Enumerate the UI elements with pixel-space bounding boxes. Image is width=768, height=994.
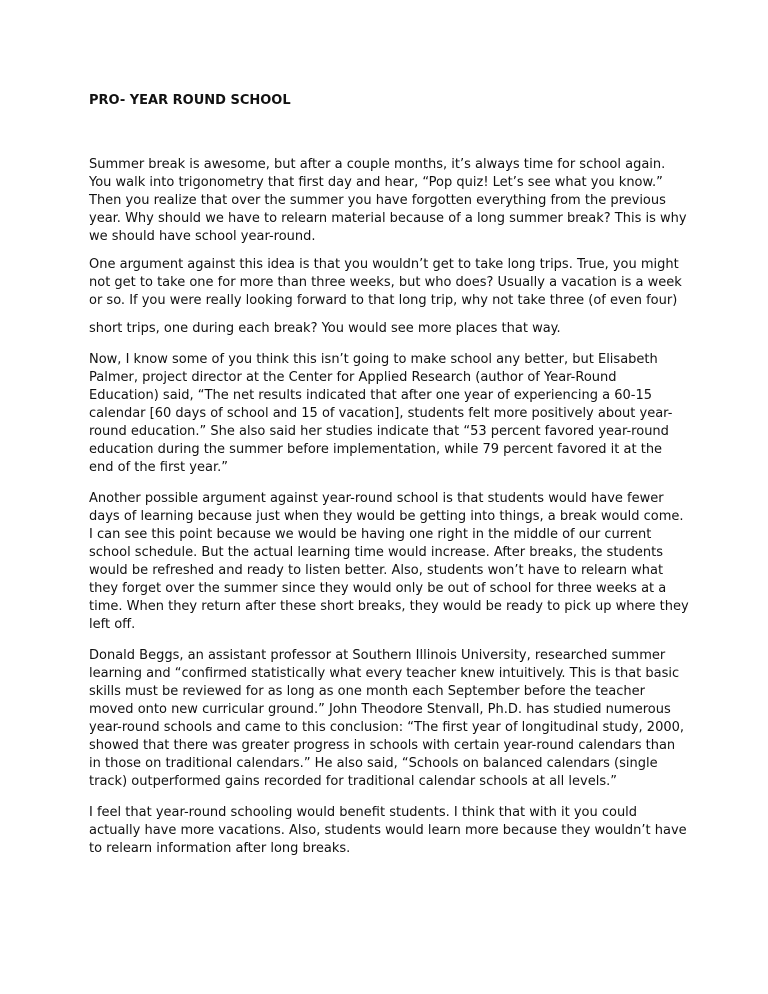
paragraph-learning-time: Another possible argument against year-round school is that students would have fewer days of learning because just when they would be getting into things, a break would come. I can see this point because we would be having one right in the middle of our current school schedule. But the actual learning time would increase. After breaks, the students would be refreshed and ready to listen better. Also, students won’t have to relearn what they forget over the summer since they would only be out of school for three weeks at a time. When they return after these short breaks, they would be ready to pick up where they left off.: [89, 491, 689, 632]
paragraph-conclusion: I feel that year-round schooling would benefit students. I think that with it you could actually have more vacations. Also, students would learn more because they wouldn’t have to relearn information after long breaks.: [89, 805, 687, 856]
document-page: [89, 92, 689, 871]
paragraph-beggs-stenvall: Donald Beggs, an assistant professor at Southern Illinois University, researched summer learning and “confirmed statistically what every teacher knew intuitively. This is that basic skills must be reviewed for as long as one month each September before the teacher moved onto new curricular ground.” John Theodore Stenvall, Ph.D. has studied numerous year-round schools and came to this conclusion: “The first year of longitudinal study, 2000, showed that there was greater progress in schools with certain year-round calendars than in those on traditional calendars.” He also said, “Schools on balanced calendars (single track) outperformed gains recorded for traditional calendar schools at all levels.”: [89, 648, 685, 789]
paragraph-trips-continued: short trips, one during each break? You would see more places that way.: [89, 321, 561, 336]
document-title: PRO- YEAR ROUND SCHOOL: [89, 93, 291, 108]
paragraph-intro: Summer break is awesome, but after a couple months, it’s always time for school again. You walk into trigonometry that first day and hear, “Pop quiz! Let’s see what you know.” Then you realize that over the summer you have forgotten everything from the previous year. Why should we have to relearn material because of a long summer break? This is why we should have school year-round.: [89, 157, 687, 244]
paragraph-trips: One argument against this idea is that you wouldn’t get to take long trips. True, you might not get to take one for more than three weeks, but who does? Usually a vacation is a week or so. If you were really looking forward to that long trip, why not take three (of even four): [89, 257, 682, 308]
paragraph-palmer-research: Now, I know some of you think this isn’t going to make school any better, but Elisabeth Palmer, project director at the Center for Applied Research (author of Year-Round Education) said, “The net results indicated that after one year of experiencing a 60-15 calendar [60 days of school and 15 of vacation], students felt more positively about year-round education.” She also said her studies indicate that “53 percent favored year-round education during the summer before implementation, while 79 percent favored it at the end of the first year.”: [89, 352, 673, 475]
